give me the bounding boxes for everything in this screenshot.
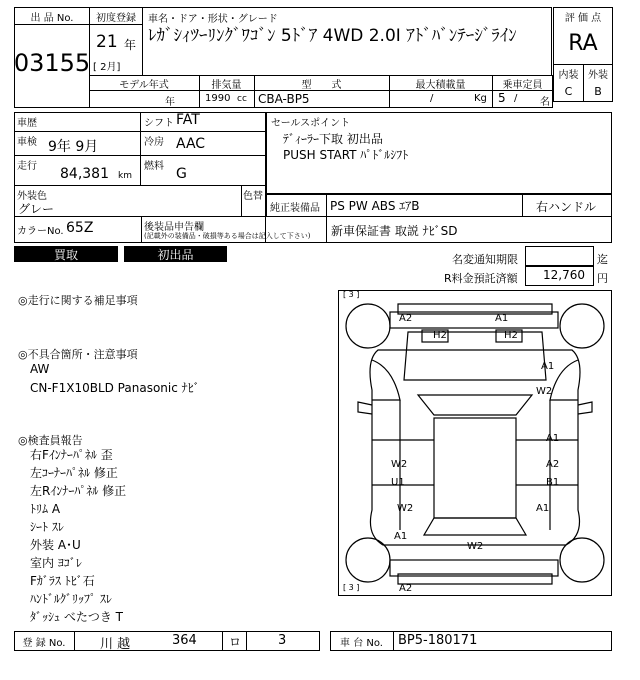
footer-divider [222, 631, 223, 651]
equipment-value: PS PW ABS ｴｱB [330, 199, 420, 213]
equipment-divider [522, 194, 523, 217]
load-label: 最大積載量 [415, 79, 466, 91]
ac-label: 冷房 [144, 137, 164, 148]
inspector-item: ﾀﾞｯｼｭ べたつき T [30, 610, 123, 624]
footer-divider [74, 631, 75, 651]
fender-left-front [372, 360, 400, 400]
type-value: CBA-BP5 [258, 92, 310, 106]
reg-month: [ 2月] [93, 62, 121, 73]
inspector-notes-title: ◎検査員報告 [18, 434, 83, 447]
reg-class: 364 [172, 633, 197, 648]
first-listing-bar: 初出品 [124, 246, 227, 262]
sales-point-label: セールスポイント [271, 118, 351, 129]
inspector-item: 外装 A･U [30, 538, 81, 552]
reg-number: 3 [278, 633, 287, 648]
inspector-item: Fｶﾞﾗｽ ﾄﾋﾞ石 [30, 574, 95, 588]
damage-mark: W2 [397, 503, 414, 514]
equipment-divider [326, 194, 327, 217]
inspector-list [30, 446, 126, 626]
mileage-label: 走行 [17, 161, 37, 172]
purchase-bar: 買取 [14, 246, 118, 262]
col-divider [241, 185, 242, 217]
car-name: ﾚｶﾞｼｨﾂｰﾘﾝｸﾞﾜｺﾞﾝ 5ﾄﾞｱ 4WD 2.0I ｱﾄﾞﾊﾞﾝﾃｰｼﾞﾗｲﾝ [148, 26, 517, 46]
cc-unit: cc [237, 94, 247, 104]
damage-mark: A2 [399, 583, 413, 594]
mirror-left [358, 402, 372, 414]
interior-label: 内装 [558, 69, 579, 81]
hood [404, 332, 546, 380]
model-year-label: モデル年式 [119, 79, 169, 91]
capacity-label: 乗車定員 [502, 79, 543, 91]
color-no-value: 65Z [66, 220, 94, 236]
inspection-label: 車検 [17, 137, 37, 148]
eval-score: RA [568, 30, 598, 56]
inspector-item: 左ｺｰﾅｰﾊﾟﾈﾙ 修正 [30, 466, 118, 480]
reg-place: 川 越 [100, 637, 131, 652]
name-change-unit: 迄 [597, 253, 608, 266]
diagram-top-tag: [ 3 ] [343, 290, 360, 299]
defect-notes-title: ◎不具合箇所・注意事項 [18, 348, 138, 361]
damage-mark: B1 [546, 477, 560, 488]
body-outline [370, 350, 580, 545]
color-value: グレー [18, 202, 55, 216]
damage-mark: A1 [536, 503, 550, 514]
damage-mark: H2 [433, 330, 447, 341]
shift-label: シフト [144, 118, 174, 129]
aftermarket-note: (記載外の装備品・破損等ある場合は記入して下さい) [144, 232, 311, 240]
reg-year: 21 [96, 32, 118, 52]
damage-mark: W2 [467, 541, 484, 552]
name-change-cell [525, 246, 594, 266]
footer-divider [246, 631, 247, 651]
interior-score: C [564, 84, 573, 98]
chassis-value: BP5-180171 [398, 633, 478, 648]
inspector-item: 左Rｲﾝﾅｰﾊﾟﾈﾙ 修正 [30, 484, 127, 498]
name-change-label: 名変通知期限 [452, 253, 518, 266]
wheel-front-left [346, 304, 390, 348]
recycle-unit: 円 [597, 272, 608, 285]
wheel-front-right [560, 304, 604, 348]
capacity-value: 5 [498, 91, 506, 105]
cc-label: 排気量 [211, 79, 242, 91]
damage-mark: H2 [504, 330, 518, 341]
mileage-unit: km [118, 171, 132, 181]
defect-item: AW [30, 362, 50, 376]
damage-mark: A2 [399, 313, 413, 324]
type-label: 型 式 [301, 79, 342, 91]
damage-mark: A1 [541, 361, 555, 372]
rear-glass [424, 518, 526, 535]
aftermarket-label: 後装品申告欄 [144, 222, 204, 233]
inspector-item: 室内 ﾖｺﾞﾚ [30, 556, 82, 570]
damage-mark: A2 [546, 459, 560, 470]
chassis-label: 車 台 No. [340, 637, 383, 649]
inspection-value: 9年 9月 [48, 139, 99, 155]
reg-year-unit: 年 [124, 38, 137, 52]
col-divider [140, 112, 141, 186]
reg-no-label: 登 録 No. [22, 637, 66, 649]
inspector-item: ﾄﾘﾑ A [30, 502, 61, 516]
lot-number: 03155 [13, 49, 91, 77]
inspector-item: 右Fｲﾝﾅｰﾊﾟﾈﾙ 歪 [30, 448, 113, 462]
damage-mark: A1 [394, 531, 408, 542]
mileage-value: 84,381 [60, 166, 109, 182]
mirror-right [578, 402, 592, 414]
windshield [418, 395, 532, 415]
color-no-label: カラーNo. [17, 226, 64, 237]
recolor-label: 色替 [243, 191, 263, 202]
color-label: 外装色 [17, 191, 47, 202]
driving-notes-title: ◎走行に関する補足事項 [18, 294, 138, 307]
damage-mark: W2 [536, 386, 553, 397]
damage-mark: U1 [391, 477, 405, 488]
fuel-value: G [176, 166, 187, 182]
fuel-label: 燃料 [144, 161, 164, 172]
steering-value: 右ハンドル [536, 200, 597, 214]
defect-item: CN-F1X10BLD Panasonic ﾅﾋﾞ [30, 381, 200, 395]
shift-value: FAT [176, 112, 200, 128]
eval-label: 評 価 点 [564, 12, 602, 24]
inspector-item: ﾊﾝﾄﾞﾙｸﾞﾘｯﾌﾟ ｽﾚ [30, 592, 112, 606]
recycle-value: 12,760 [543, 268, 585, 282]
cc-value: 1990 [205, 93, 231, 104]
load-slash: / [430, 93, 434, 104]
lot-label: 出 品 No. [30, 12, 74, 24]
sales-point-line-2: PUSH START ﾊﾟﾄﾞﾙｼﾌﾄ [283, 148, 409, 162]
recycle-label: R料金預託済額 [444, 272, 518, 285]
damage-mark: W2 [391, 459, 408, 470]
roof [434, 418, 516, 518]
damage-mark: A1 [495, 313, 509, 324]
diagram-bottom-tag: [ 3 ] [343, 583, 360, 592]
equipment-label: 純正装備品 [270, 203, 320, 214]
load-unit: Kg [474, 93, 487, 104]
inspector-item: ｼｰﾄ ｽﾚ [30, 520, 64, 534]
exterior-score: B [594, 84, 602, 98]
aftermarket-divider [326, 216, 327, 243]
reg-label: 初度登録 [96, 12, 136, 24]
exterior-label: 外装 [588, 69, 608, 81]
capacity-unit: 名 [540, 97, 550, 108]
ac-value: AAC [176, 136, 206, 152]
car-name-label: 車名・ドア・形状・グレード [148, 14, 278, 25]
damage-mark: A1 [546, 433, 560, 444]
footer-divider [393, 631, 394, 651]
history-label: 車歴 [17, 118, 37, 129]
reg-kana: ロ [229, 635, 242, 649]
sales-point-line-1: ﾃﾞｨｰﾗｰ下取 初出品 [283, 132, 383, 146]
capacity-slash: / [514, 93, 518, 104]
model-year-unit: 年 [165, 97, 175, 108]
aftermarket-value: 新車保証書 取説 ﾅﾋﾞSD [331, 224, 458, 238]
